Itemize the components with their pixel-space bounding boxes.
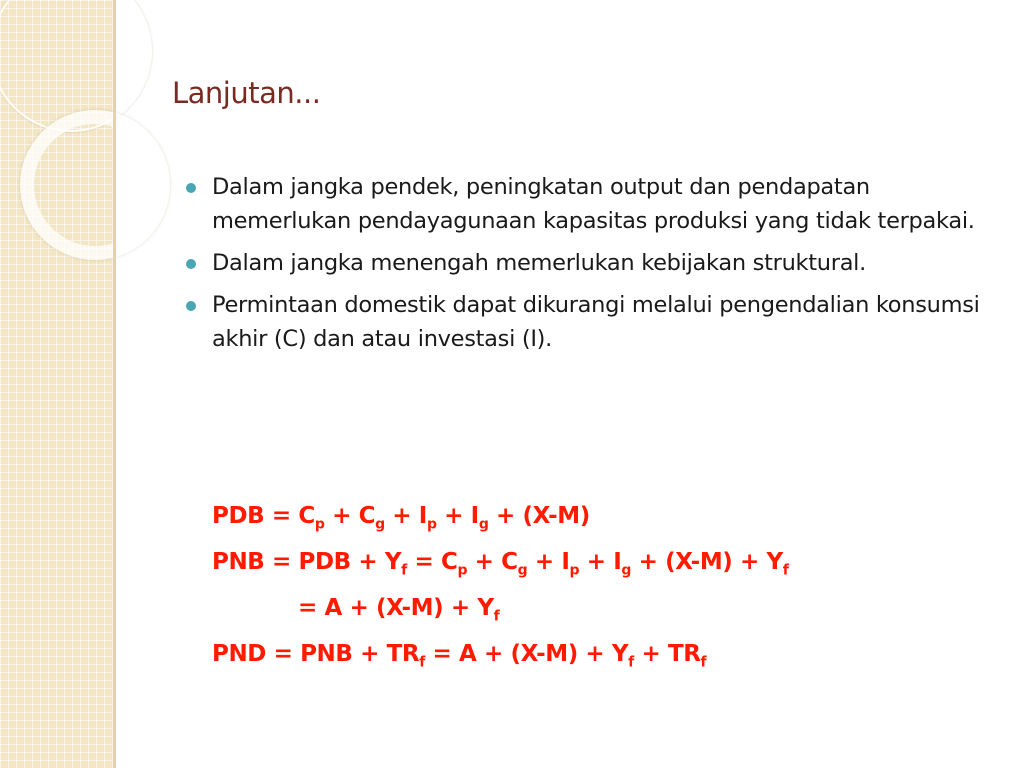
formula-line xyxy=(212,588,1002,634)
formula-text: + I xyxy=(579,549,622,575)
bullet-dot-icon xyxy=(186,301,196,311)
bullet-dot-icon xyxy=(186,259,196,269)
formula-line xyxy=(212,496,1002,542)
formula-subscript: p xyxy=(426,516,437,533)
bullet-item xyxy=(186,170,986,238)
formula-text: + (X-M) + Y xyxy=(631,549,783,575)
formula-subscript: g xyxy=(621,562,632,579)
formula-text: + I xyxy=(527,549,570,575)
formula-line xyxy=(212,634,1002,680)
bullet-item xyxy=(186,288,986,356)
formula-subscript: f xyxy=(700,654,707,671)
formula-text: PDB = C xyxy=(212,503,315,529)
formula-subscript: g xyxy=(478,516,489,533)
formula-text: = A + (X-M) + Y xyxy=(424,641,629,667)
bullet-list xyxy=(186,170,986,364)
formula-text: = C xyxy=(406,549,458,575)
formula-text: + (X-M) xyxy=(488,503,590,529)
formula-subscript: p xyxy=(314,516,325,533)
formula-line xyxy=(212,542,1002,588)
formula-text: + TR xyxy=(633,641,701,667)
formula-subscript: p xyxy=(457,562,468,579)
formula-subscript: f xyxy=(628,654,634,671)
bullet-text: Dalam jangka pendek, peningkatan output dan pendapatan memerlukan pendayagunaan kapasitas produksi yang tidak terpakai. xyxy=(212,174,975,234)
bullet-item xyxy=(186,246,986,280)
formula-text: + I xyxy=(436,503,479,529)
decorative-ring-middle xyxy=(20,110,170,260)
bullet-dot-icon xyxy=(186,183,196,193)
decorative-side-panel xyxy=(0,0,113,768)
formula-subscript: g xyxy=(375,516,385,533)
formula-text: + C xyxy=(467,549,518,575)
formula-text: + I xyxy=(384,503,427,529)
formula-text: = A + (X-M) + Y xyxy=(298,595,494,621)
formula-text: PNB = PDB + Y xyxy=(212,549,402,575)
formula-subscript: p xyxy=(569,562,580,579)
formula-block xyxy=(212,496,1002,680)
slide-title: Lanjutan... xyxy=(172,76,321,110)
side-panel-edge xyxy=(113,0,116,768)
formula-subscript: g xyxy=(517,562,528,579)
formula-subscript: f xyxy=(401,562,407,579)
formula-text: + C xyxy=(324,503,376,529)
bullet-text: Permintaan domestik dapat dikurangi melalui pengendalian konsumsi akhir (C) dan atau investasi (I). xyxy=(212,292,980,352)
formula-subscript: f xyxy=(419,654,425,671)
bullet-text: Dalam jangka menengah memerlukan kebijakan struktural. xyxy=(212,250,866,276)
formula-subscript: f xyxy=(493,608,500,625)
formula-subscript: f xyxy=(782,562,789,579)
formula-text: PND = PNB + TR xyxy=(212,641,420,667)
